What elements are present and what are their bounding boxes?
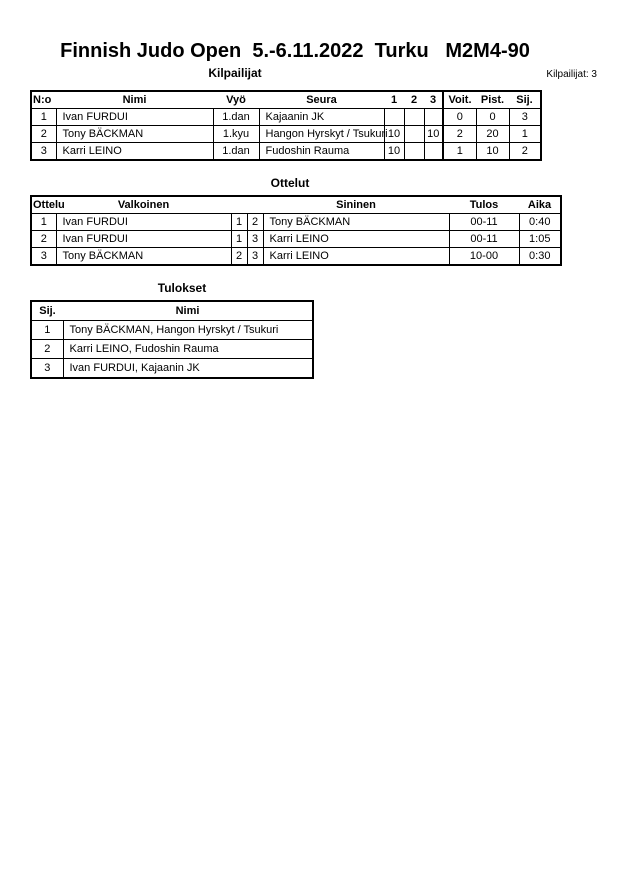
col-header-match2: 2 xyxy=(404,91,424,109)
cell-match-no: 1 xyxy=(31,214,56,231)
col-header-voit: Voit. xyxy=(443,91,476,109)
table-row xyxy=(31,321,313,340)
cell-vyo: 1.dan xyxy=(213,109,259,126)
cell-voit: 1 xyxy=(443,143,476,161)
cell-blue-no: 3 xyxy=(247,248,263,266)
col-header-ottelu: Ottelu xyxy=(31,196,56,214)
cell-tulos: 00-11 xyxy=(449,214,519,231)
col-header-blue-no xyxy=(247,196,263,214)
cell-no: 3 xyxy=(31,143,56,161)
table-header-row xyxy=(31,301,313,321)
cell-match-no: 2 xyxy=(31,231,56,248)
col-header-match3: 3 xyxy=(424,91,443,109)
cell-match3: 10 xyxy=(424,126,443,143)
cell-voit: 0 xyxy=(443,109,476,126)
cell-match3 xyxy=(424,143,443,161)
cell-valkoinen: Ivan FURDUI xyxy=(56,231,231,248)
table-row xyxy=(31,340,313,359)
cell-sij: 1 xyxy=(509,126,541,143)
table-row xyxy=(31,359,313,379)
cell-match-no: 3 xyxy=(31,248,56,266)
cell-match1: 10 xyxy=(384,126,404,143)
table-row xyxy=(31,126,541,143)
kilpailijat-table xyxy=(30,90,542,161)
cell-sij: 2 xyxy=(31,340,63,359)
col-header-sij: Sij. xyxy=(509,91,541,109)
cell-pist: 0 xyxy=(476,109,509,126)
cell-vyo: 1.kyu xyxy=(213,126,259,143)
cell-match2 xyxy=(404,143,424,161)
kilpailijat-heading: Kilpailijat xyxy=(208,66,262,80)
cell-sij: 3 xyxy=(509,109,541,126)
col-header-sij: Sij. xyxy=(31,301,63,321)
col-header-white-no xyxy=(231,196,247,214)
table-row xyxy=(31,248,561,266)
col-header-pist: Pist. xyxy=(476,91,509,109)
cell-pist: 20 xyxy=(476,126,509,143)
cell-white-no: 2 xyxy=(231,248,247,266)
table-row xyxy=(31,231,561,248)
cell-white-no: 1 xyxy=(231,214,247,231)
cell-pist: 10 xyxy=(476,143,509,161)
competitors-count-label: Kilpailijat: 3 xyxy=(546,69,597,80)
table-header-row xyxy=(31,196,561,214)
table-header-row xyxy=(31,91,541,109)
cell-sininen: Karri LEINO xyxy=(263,231,449,248)
cell-match2 xyxy=(404,126,424,143)
tulokset-heading: Tulokset xyxy=(157,281,207,295)
cell-seura: Hangon Hyrskyt / Tsukuri xyxy=(259,126,384,143)
page-title: Finnish Judo Open 5.-6.11.2022 Turku M2M4-90 xyxy=(60,40,530,62)
col-header-match1: 1 xyxy=(384,91,404,109)
cell-no: 2 xyxy=(31,126,56,143)
table-row xyxy=(31,143,541,161)
cell-match2 xyxy=(404,109,424,126)
cell-seura: Kajaanin JK xyxy=(259,109,384,126)
cell-sij: 3 xyxy=(31,359,63,379)
col-header-seura: Seura xyxy=(259,91,384,109)
ottelut-table xyxy=(30,195,562,266)
cell-vyo: 1.dan xyxy=(213,143,259,161)
cell-no: 1 xyxy=(31,109,56,126)
cell-sininen: Tony BÄCKMAN xyxy=(263,214,449,231)
col-header-vyo: Vyö xyxy=(213,91,259,109)
cell-sininen: Karri LEINO xyxy=(263,248,449,266)
cell-tulos: 10-00 xyxy=(449,248,519,266)
cell-match1 xyxy=(384,109,404,126)
cell-white-no: 1 xyxy=(231,231,247,248)
cell-aika: 1:05 xyxy=(519,231,561,248)
cell-voit: 2 xyxy=(443,126,476,143)
cell-aika: 0:30 xyxy=(519,248,561,266)
cell-nimi: Karri LEINO xyxy=(56,143,213,161)
cell-valkoinen: Ivan FURDUI xyxy=(56,214,231,231)
col-header-sininen: Sininen xyxy=(263,196,449,214)
cell-nimi: Ivan FURDUI, Kajaanin JK xyxy=(63,359,313,379)
col-header-valkoinen: Valkoinen xyxy=(56,196,231,214)
tulokset-table xyxy=(30,300,314,379)
cell-blue-no: 3 xyxy=(247,231,263,248)
col-header-aika: Aika xyxy=(519,196,561,214)
table-row xyxy=(31,109,541,126)
cell-match3 xyxy=(424,109,443,126)
cell-valkoinen: Tony BÄCKMAN xyxy=(56,248,231,266)
cell-seura: Fudoshin Rauma xyxy=(259,143,384,161)
cell-blue-no: 2 xyxy=(247,214,263,231)
col-header-no: N:o xyxy=(31,91,56,109)
cell-nimi: Tony BÄCKMAN, Hangon Hyrskyt / Tsukuri xyxy=(63,321,313,340)
col-header-nimi: Nimi xyxy=(56,91,213,109)
cell-nimi: Karri LEINO, Fudoshin Rauma xyxy=(63,340,313,359)
ottelut-heading: Ottelut xyxy=(270,176,310,190)
cell-nimi: Ivan FURDUI xyxy=(56,109,213,126)
cell-aika: 0:40 xyxy=(519,214,561,231)
cell-tulos: 00-11 xyxy=(449,231,519,248)
table-row xyxy=(31,214,561,231)
col-header-nimi: Nimi xyxy=(63,301,313,321)
cell-sij: 2 xyxy=(509,143,541,161)
cell-nimi: Tony BÄCKMAN xyxy=(56,126,213,143)
col-header-tulos: Tulos xyxy=(449,196,519,214)
cell-match1: 10 xyxy=(384,143,404,161)
cell-sij: 1 xyxy=(31,321,63,340)
